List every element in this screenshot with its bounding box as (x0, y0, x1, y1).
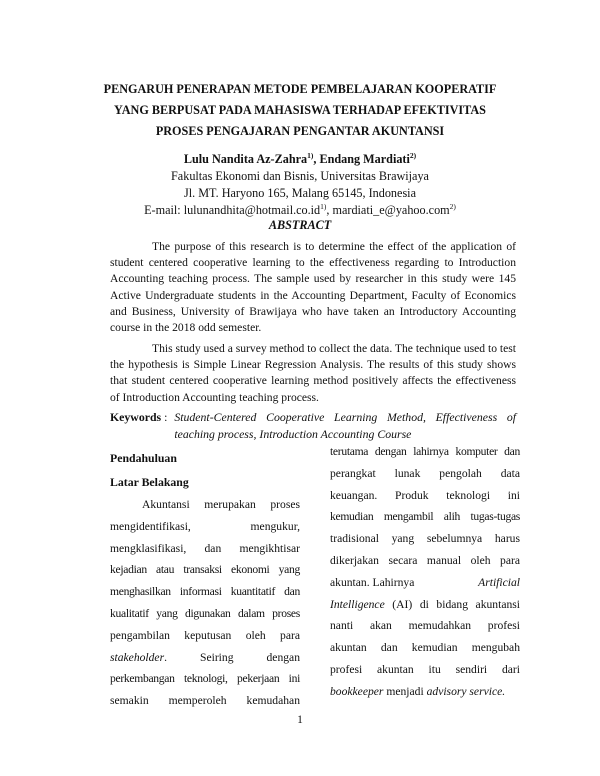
text-line: perkembangan teknologi, pekerjaan ini (110, 672, 300, 686)
author-names (60, 151, 540, 168)
term-stakeholder: stakeholder (110, 650, 165, 664)
text-line: kualitatif yang digunakan dalam proses (110, 606, 300, 620)
abstract-paragraph-2: This study used a survey method to collect the data. The technique used to test the hypothesis is Simple Linear Regression Analysis. The results of this study shows that student centered cooperative learning method positively affects the effectiveness of Introduction Accounting teaching process. (110, 342, 516, 404)
term-artificial: Artificial (478, 575, 520, 589)
author-block (60, 151, 540, 219)
section-heading-pendahuluan: Pendahuluan (110, 451, 177, 465)
text-line-bookkeeper: bookkeeper menjadi advisory service. (330, 684, 506, 698)
text-line: nanti akan memudahkan profesi (330, 619, 520, 633)
title-line-2: YANG BERPUSAT PADA MAHASISWA TERHADAP EFEKTIVITAS (114, 103, 486, 117)
title-line-1: PENGARUH PENERAPAN METODE PEMBELAJARAN KOOPERATIF (103, 82, 497, 96)
keywords-block (110, 409, 516, 443)
address: Jl. MT. Haryono 165, Malang 65145, Indonesia (184, 186, 416, 200)
text-line: mengidentifikasi, mengukur, (110, 519, 300, 533)
term-intelligence: Intelligence (330, 597, 385, 611)
abstract-heading: ABSTRACT (268, 218, 332, 232)
term-advisory-service: advisory service. (426, 684, 506, 698)
left-column (110, 446, 300, 712)
email-2-mark: 2) (449, 201, 456, 211)
keywords-colon: : (161, 410, 171, 424)
text-line-intelligence: Intelligence (AI) di bidang akuntansi (330, 597, 520, 611)
keywords-label: Keywords (110, 410, 162, 424)
page-number: 1 (297, 714, 303, 726)
text-line-stakeholder: stakeholder. Seiring dengan (110, 650, 300, 664)
email-1-mark: 1) (320, 201, 327, 211)
text-line: kemudian mengambil alih tugas-tugas (330, 510, 520, 524)
title-line-3: PROSES PENGAJARAN PENGANTAR AKUNTANSI (155, 124, 445, 138)
author-1-mark: 1) (307, 150, 314, 160)
text-line: menghasilkan informasi kuantitatif dan (110, 585, 300, 599)
affiliation: Fakultas Ekonomi dan Bisnis, Universitas Brawijaya (171, 169, 429, 183)
text-line: kejadian atau transaksi ekonomi yang (110, 563, 300, 577)
text-line: pengambilan keputusan oleh para (110, 628, 300, 642)
text-line: mengklasifikasi, dan mengikhtisar (110, 541, 300, 555)
text-line: profesi akuntan itu sendiri dari (330, 662, 520, 676)
text-line: perangkat lunak pengolah data (330, 466, 520, 480)
email-1: E-mail: lulunandhita@hotmail.co.id (144, 203, 321, 217)
email-line (60, 202, 540, 219)
email-2: , mardiati_e@yahoo.com (326, 203, 450, 217)
right-column (330, 441, 520, 703)
text-line: Akuntansi merupakan proses (142, 498, 300, 511)
keywords-text: Student-Centered Cooperative Learning Method, Effectiveness of teaching process, Introduction Accounting Course (174, 410, 516, 441)
text-line: semakin memperoleh kemudahan (110, 694, 300, 708)
author-2: Endang Mardiati (319, 152, 410, 166)
text-line: keuangan. Produk teknologi ini (330, 488, 520, 502)
text-line-artificial: akuntan. Lahirnya Artificial (330, 572, 520, 594)
text-line: akuntan dan kemudian mengubah (330, 641, 520, 655)
author-1: Lulu Nandita Az-Zahra (183, 152, 308, 166)
text-line: terutama dengan lahirnya komputer dan (330, 445, 520, 458)
subsection-heading-latar-belakang: Latar Belakang (110, 475, 189, 489)
term-bookkeeper: bookkeeper (330, 684, 384, 698)
abstract-paragraph-1: The purpose of this research is to determine the effect of the application of student centered cooperative learning to the effectiveness regarding to Introduction Accounting teaching process. The sample used by researcher in this study were 145 Active Undergraduate students in the Accounting Department, Faculty of Economics and Business, University of Brawijaya who have taken an Introductory Accounting course in the 2018 odd semester. (110, 240, 516, 335)
author-2-mark: 2) (409, 150, 417, 160)
paper-title (60, 79, 540, 142)
text-line: dikerjakan secara manual oleh para (330, 553, 520, 567)
text-line: tradisional yang sebelumnya harus (330, 532, 520, 546)
author-separator: , (313, 152, 320, 166)
